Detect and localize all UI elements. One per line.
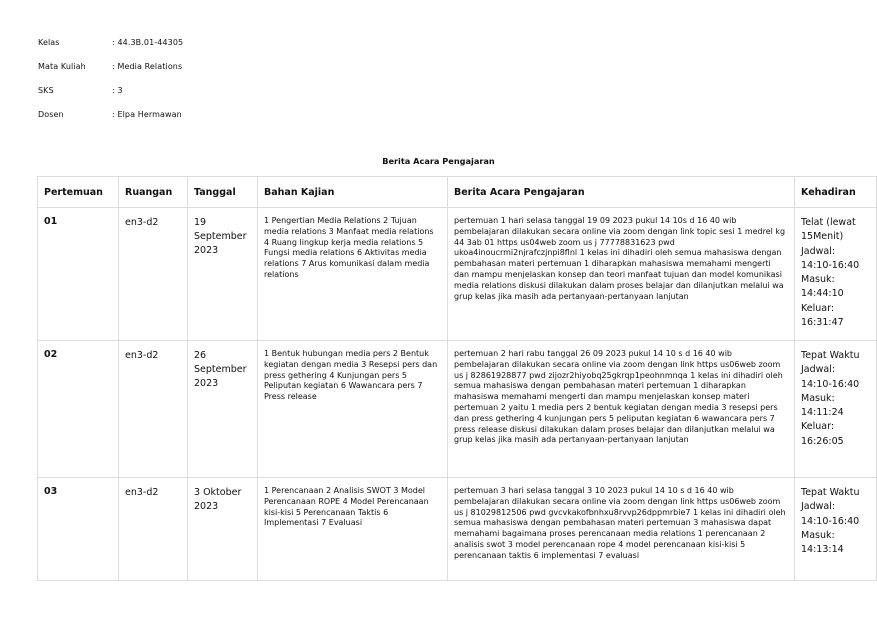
schedule-label: Jadwal: (801, 364, 836, 376)
header-kehadiran: Kehadiran (795, 177, 877, 208)
checkout-label: Keluar: (801, 302, 835, 314)
info-row-sks (38, 86, 183, 110)
checkin-label: Masuk: (801, 274, 835, 286)
cell-kehadiran (795, 208, 877, 341)
table-row (38, 478, 877, 581)
cell-berita-acara: pertemuan 3 hari selasa tanggal 3 10 2023 pukul 14 10 s d 16 40 wib pembelajaran dilakukan secara online via zoom dengan link https us06web zoom us j 81029812506 pwd gvcvkakofbnhxu8rvvp26dppmrbie7 1 kelas ini dihadiri oleh semua mahasiswa dengan pembahasan materi pertemuan 3 mahasiswa dapat memahami bagaimana proses perencanaan media relations 1 perencanaan 2 analisis swot 3 model perencanaan rope 4 model perencanaan kisi-kisi 5 perencanaan taktis 6 implementasi 7 evaluasi (448, 478, 795, 581)
checkin-label: Masuk: (801, 529, 835, 541)
cell-pertemuan: 02 (38, 341, 119, 478)
header-pertemuan: Pertemuan (38, 177, 119, 208)
info-value: : Media Relations (112, 62, 183, 71)
info-label: SKS (38, 86, 54, 95)
table-row (38, 208, 877, 341)
cell-pertemuan: 01 (38, 208, 119, 341)
table-row (38, 341, 877, 478)
checkout-time: 16:26:05 (801, 435, 844, 447)
checkin-time: 14:44:10 (801, 288, 844, 300)
cell-berita-acara: pertemuan 2 hari rabu tanggal 26 09 2023 pukul 14 10 s d 16 40 wib pembelajaran dilakukan secara online via zoom dengan link https us06web zoom us j 82861928877 pwd zijozr2hiyobq25gkrqp1peohnmnqa 1 kelas ini dihadiri oleh semua mahasiswa dengan pembahasan materi pertemuan 1 diharapkan mahasiswa memahami mengerti dan mampu menjelaskan konsep materi pertemuan 2 yaitu 1 media pers 2 bentuk kegiatan dengan media 3 resepsi pers dan press gethering 4 kunjungan pers 5 peliputan kegiatan 6 wawancara pers 7 press release diskusi dilakukan dalam proses belajar dan dilanjutkan melalui wa grup kelas jika masih ada pertanyaan-pertanyaan lanjutan (448, 341, 795, 478)
checkin-time: 14:13:14 (801, 544, 844, 556)
cell-bahan-kajian: 1 Perencanaan 2 Analisis SWOT 3 Model Perencanaan ROPE 4 Model Perencanaan kisi-kisi 5 Perencanaan Taktis 6 Implementasi 7 Evaluasi (258, 478, 448, 581)
header-ruangan: Ruangan (119, 177, 188, 208)
cell-bahan-kajian: 1 Bentuk hubungan media pers 2 Bentuk kegiatan dengan media 3 Resepsi pers dan press gethering 4 Kunjungan pers 5 Peliputan kegiatan 6 Wawancara pers 7 Press release (258, 341, 448, 478)
cell-bahan-kajian: 1 Pengertian Media Relations 2 Tujuan media relations 3 Manfaat media relations 4 Ruang lingkup kerja media relations 5 Fungsi media relations 6 Aktivitas media relations 7 Arus komunikasi dalam media relations (258, 208, 448, 341)
cell-ruangan: en3-d2 (119, 478, 188, 581)
schedule-time: 14:10-16:40 (801, 515, 860, 527)
cell-berita-acara: pertemuan 1 hari selasa tanggal 19 09 2023 pukul 14 10s d 16 40 wib pembelajaran dilakukan secara online via zoom dengan link topic sesi 1 medrel kg 44 3ab 01 https us04web zoom us j 77778831623 pwd ukoa4inoucrmi2njrafczjnpi8flnl 1 kelas ini dihadiri oleh semua mahasiswa dengan pembahasan materi pertemuan 1 diharapkan mahasiswa memahami mengerti dan mampu menjelaskan konsep dan teori manfaat tujuan dan model komunikasi media relations diskusi dilakukan dalam proses belajar dan dilanjutkan melalui wa grup kelas jika masih ada pertanyaan-pertanyaan lanjutan (448, 208, 795, 341)
schedule-label: Jadwal: (801, 501, 836, 513)
header-tanggal: Tanggal (188, 177, 258, 208)
info-label: Dosen (38, 110, 64, 119)
cell-tanggal: 3 Oktober 2023 (188, 478, 258, 581)
info-value: : 44.3B.01-44305 (112, 38, 184, 47)
attendance-status: Tepat Waktu (801, 350, 860, 361)
teaching-report-table (37, 176, 877, 581)
cell-kehadiran (795, 478, 877, 581)
info-row-mata-kuliah (38, 62, 183, 86)
header-berita-acara: Berita Acara Pengajaran (448, 177, 795, 208)
attendance-status: Tepat Waktu (801, 487, 860, 498)
checkin-label: Masuk: (801, 392, 835, 404)
cell-tanggal: 19 September 2023 (188, 208, 258, 341)
cell-tanggal: 26 September 2023 (188, 341, 258, 478)
attendance-status: Telat (lewat 15Menit) (801, 217, 856, 243)
table-header-row (38, 177, 877, 208)
course-info (38, 38, 183, 134)
info-row-dosen (38, 110, 183, 134)
cell-ruangan: en3-d2 (119, 341, 188, 478)
info-value: : Elpa Hermawan (112, 110, 182, 119)
cell-ruangan: en3-d2 (119, 208, 188, 341)
header-bahan-kajian: Bahan Kajian (258, 177, 448, 208)
info-label: Kelas (38, 38, 60, 47)
info-label: Mata Kuliah (38, 62, 86, 71)
checkout-label: Keluar: (801, 421, 835, 433)
info-value: : 3 (112, 86, 123, 95)
schedule-time: 14:10-16:40 (801, 259, 860, 271)
cell-pertemuan: 03 (38, 478, 119, 581)
document-title: Berita Acara Pengajaran (382, 156, 495, 166)
cell-kehadiran (795, 341, 877, 478)
checkout-time: 16:31:47 (801, 317, 844, 329)
info-row-kelas (38, 38, 183, 62)
schedule-time: 14:10-16:40 (801, 378, 860, 390)
schedule-label: Jadwal: (801, 245, 836, 257)
checkin-time: 14:11:24 (801, 407, 844, 419)
